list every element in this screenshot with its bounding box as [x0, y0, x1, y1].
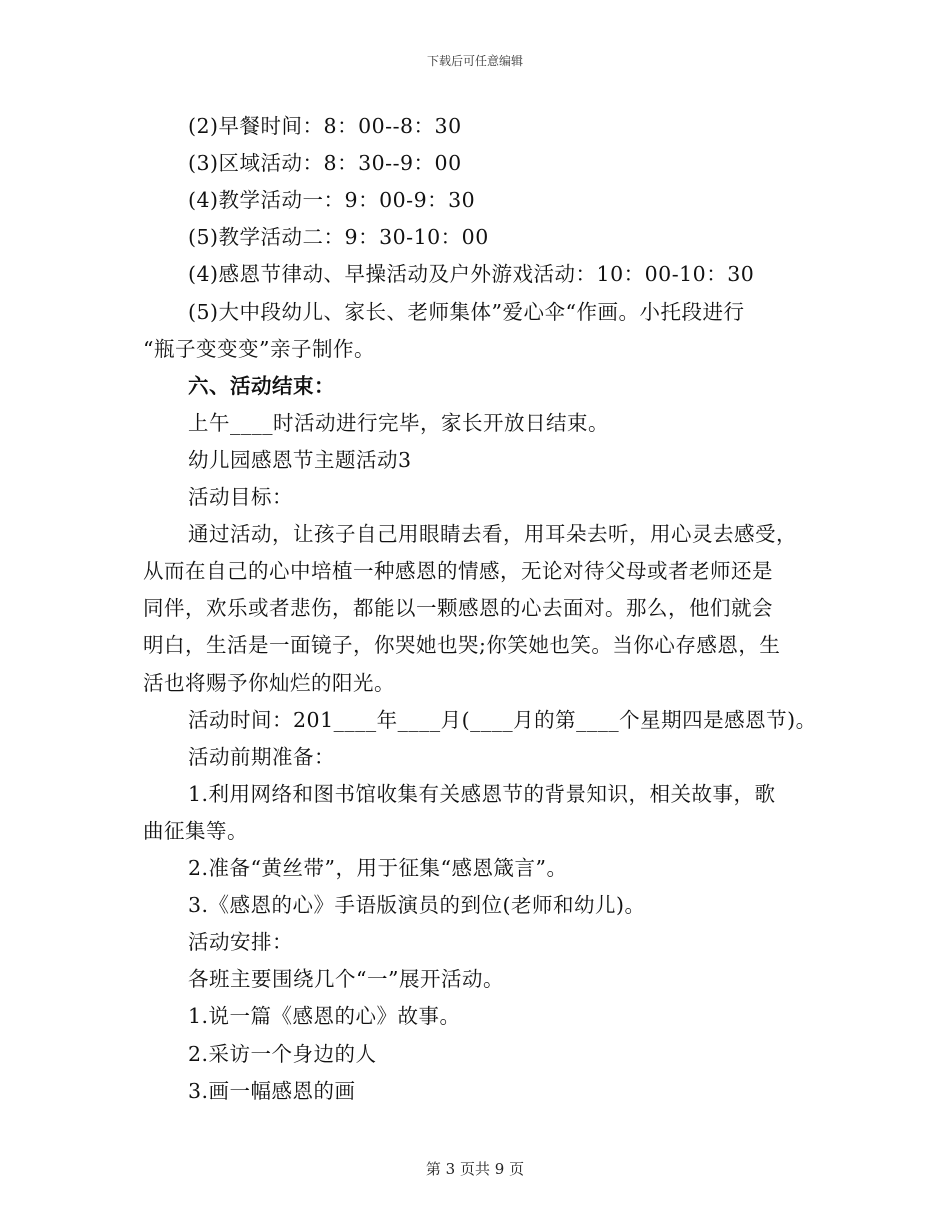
text-line: 2.准备“黄丝带”，用于征集“感恩箴言”。 — [188, 856, 568, 880]
text-line: 活动时间：201____年____月(____月的第____个星期四是感恩节)。 — [188, 707, 817, 732]
text-line: 同伴，欢乐或者悲伤，都能以一颗感恩的心去面对。那么，他们就会 — [143, 596, 773, 621]
text-line: (5)大中段幼儿、家长、老师集体”爱心伞“作画。小托段进行 — [188, 299, 745, 324]
text-line: 3.《感恩的心》手语版演员的到位(老师和幼儿)。 — [188, 893, 646, 918]
text-line: 活动目标： — [188, 485, 293, 509]
text-line: 幼儿园感恩节主题活动3 — [188, 447, 412, 472]
text-line: 活动前期准备： — [188, 744, 335, 769]
text-line: 活动安排： — [188, 930, 293, 955]
text-line: 明白，生活是一面镜子，你哭她也哭;你笑她也笑。当你心存感恩，生 — [143, 633, 781, 658]
text-line: “瓶子变变变”亲子制作。 — [143, 336, 375, 361]
section-heading: 六、活动结束： — [188, 373, 335, 398]
text-line: 2.采访一个身边的人 — [188, 1041, 377, 1066]
text-line: (5)教学活动二：9：30-10：00 — [188, 225, 489, 250]
text-line: (4)教学活动一：9：00-9：30 — [188, 188, 476, 213]
text-line: 曲征集等。 — [143, 818, 248, 843]
text-line: (4)感恩节律动、早操活动及户外游戏活动：10：00-10：30 — [188, 262, 755, 287]
text-line: 3.画一幅感恩的画 — [188, 1078, 356, 1103]
text-line: 1.说一篇《感恩的心》故事。 — [188, 1004, 461, 1029]
text-line: (3)区域活动：8：30--9：00 — [188, 151, 462, 176]
text-line: 1.利用网络和图书馆收集有关感恩节的背景知识，相关故事，歌 — [188, 781, 776, 806]
text-line: 上午____时活动进行完毕，家长开放日结束。 — [188, 410, 609, 435]
text-line: 活也将赐予你灿烂的阳光。 — [143, 670, 395, 695]
text-line: 各班主要围绕几个“一”展开活动。 — [188, 967, 504, 992]
page-header: 下载后可任意编辑 — [426, 54, 523, 68]
text-line: 通过活动，让孩子自己用眼睛去看，用耳朵去听，用心灵去感受， — [188, 522, 797, 547]
text-line: (2)早餐时间：8：00--8：30 — [188, 114, 462, 138]
text-line: 从而在自己的心中培植一种感恩的情感，无论对待父母或者老师还是 — [143, 559, 773, 584]
page-footer: 第 3 页共 9 页 — [425, 1160, 525, 1178]
